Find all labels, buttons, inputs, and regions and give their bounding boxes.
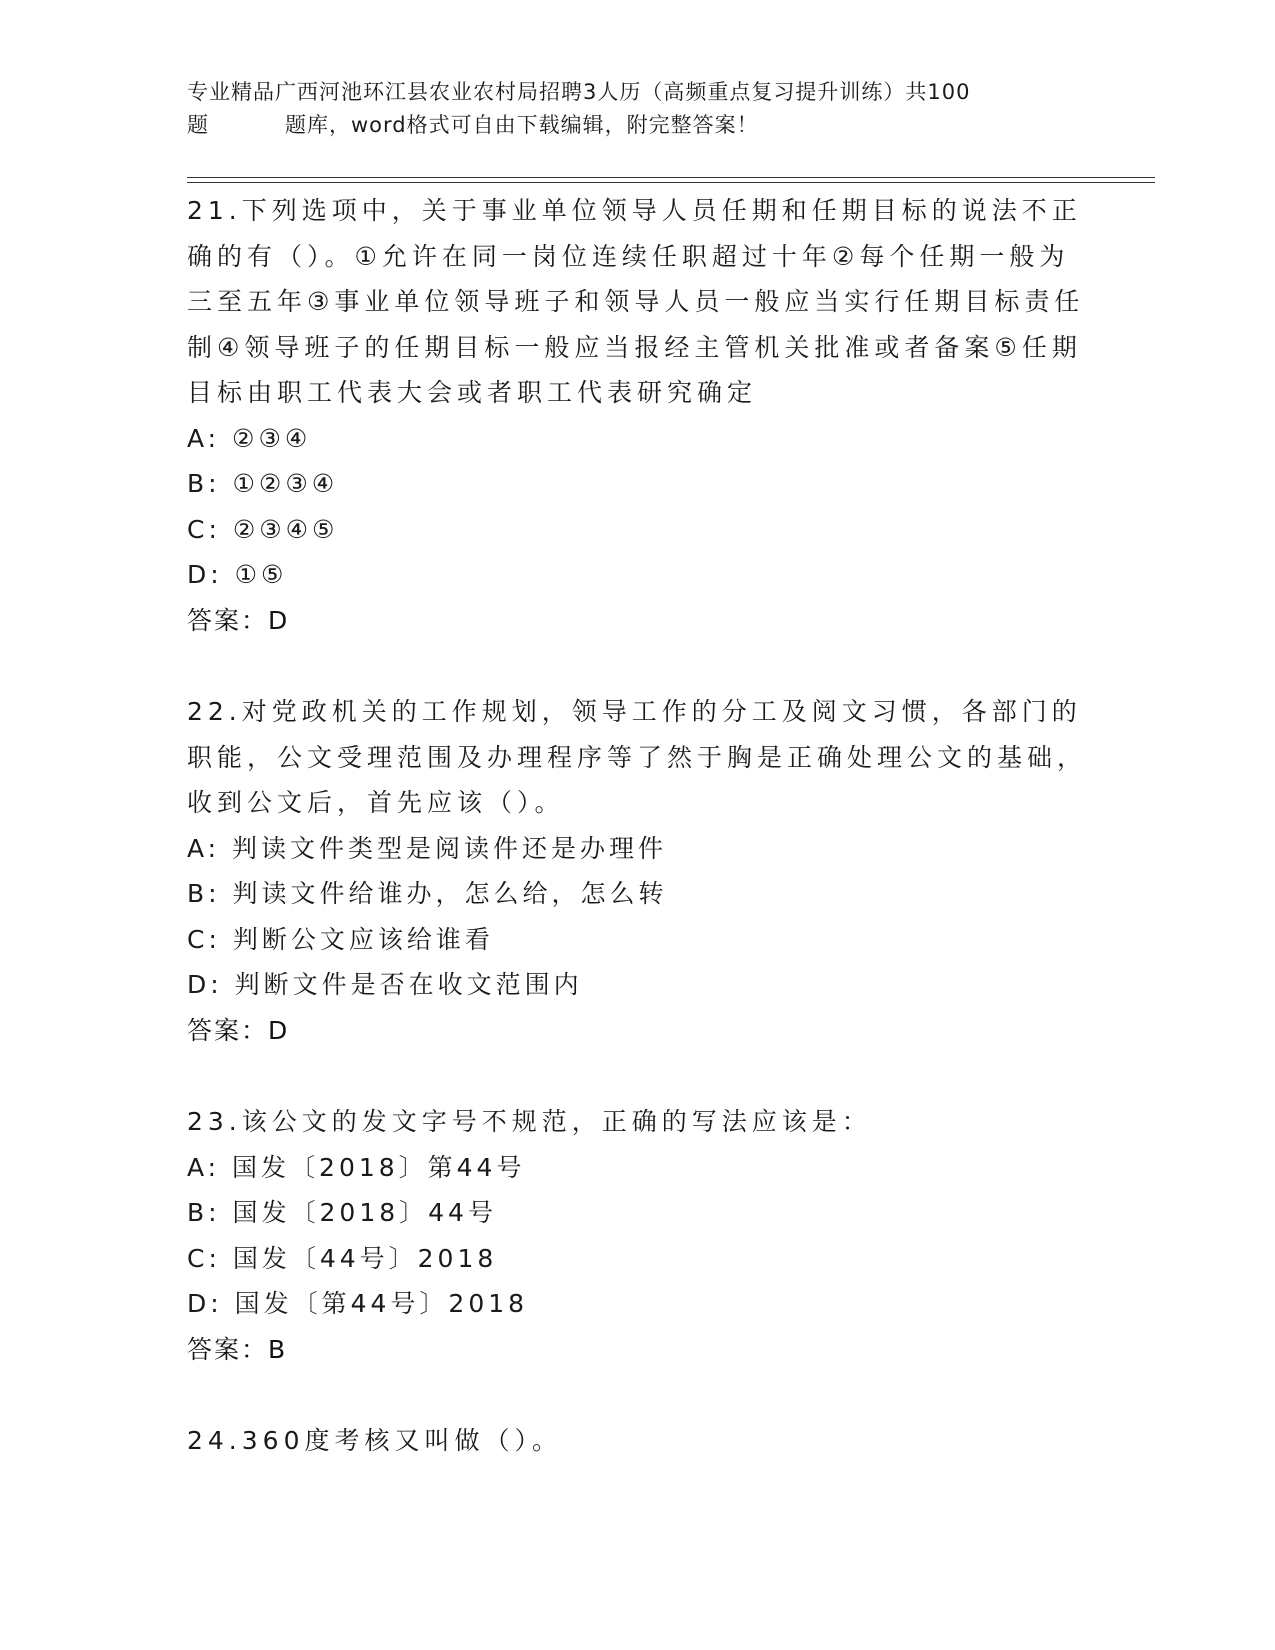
option-b: B: 国发〔2018〕44号 [187, 1198, 497, 1227]
page-header [187, 76, 1087, 142]
option-a: A: 判读文件类型是阅读件还是办理件 [187, 833, 668, 863]
option-b: B: 判读文件给谁办，怎么给，怎么转 [187, 879, 668, 908]
option-d: D: 判断文件是否在收文范围内 [187, 970, 583, 999]
answer: 答案：B [187, 1334, 288, 1364]
question-23 [187, 1099, 1087, 1372]
question-24 [187, 1418, 1087, 1464]
option-c: C: 国发〔44号〕2018 [187, 1243, 498, 1273]
header-divider [187, 177, 1155, 183]
question-22 [187, 689, 1087, 1053]
option-c: C: ②③④⑤ [187, 514, 339, 544]
option-d: D: ①⑤ [187, 560, 288, 589]
answer: 答案：D [187, 1015, 290, 1045]
question-text: 23.该公文的发文字号不规范，正确的写法应该是： [187, 1107, 872, 1136]
option-b: B: ①②③④ [187, 469, 339, 498]
option-d: D: 国发〔第44号〕2018 [187, 1289, 529, 1318]
header-title-line2-left: 题 [187, 113, 209, 137]
question-text: 22.对党政机关的工作规划，领导工作的分工及阅文习惯，各部门的职能，公文受理范围及办理程序等了然于胸是正确处理公文的基础，收到公文后，首先应该（）。 [187, 697, 1088, 817]
option-c: C: 判断公文应该给谁看 [187, 924, 494, 954]
answer: 答案：D [187, 605, 290, 635]
question-text: 21.下列选项中，关于事业单位领导人员任期和任期目标的说法不正确的有（）。①允许在同一岗位连续任职超过十年②每个任期一般为三至五年③事业单位领导班子和领导人员一般应当实行任期目标责任制④领导班子的任期目标一般应当报经主管机关批准或者备案⑤任期目标由职工代表大会或者职工代表研究确定 [187, 196, 1085, 407]
header-title-line2-right: 题库，word格式可自由下载编辑，附完整答案！ [285, 113, 759, 137]
option-a: A: 国发〔2018〕第44号 [187, 1152, 526, 1182]
question-21 [187, 188, 1087, 643]
header-title-line1: 专业精品广西河池环江县农业农村局招聘3人历（高频重点复习提升训练）共100 [187, 80, 971, 104]
header-title-line2 [187, 109, 1087, 142]
question-text: 24.360度考核又叫做（）。 [187, 1426, 562, 1455]
option-a: A: ②③④ [187, 423, 312, 453]
question-list [187, 188, 1087, 1510]
